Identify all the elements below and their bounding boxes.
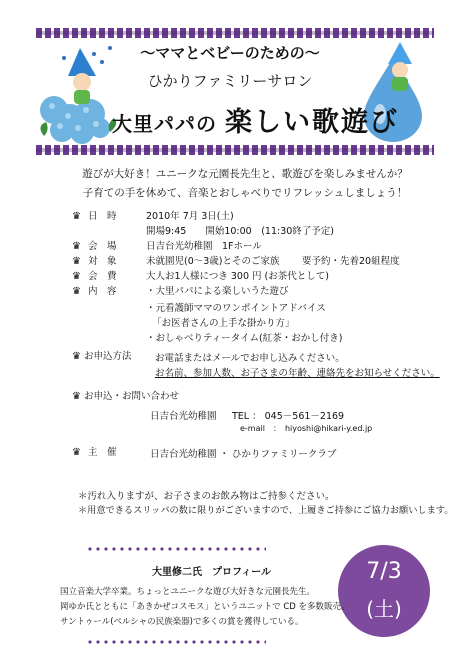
badge-day: (土) (366, 597, 402, 621)
event-title (112, 100, 399, 139)
note-2: ＊用意できるスリッパの数に限りがございますので、上履きご持参にご協力お願いします。 (78, 505, 454, 516)
content-item-3: 「お医者さんの上手な掛かり方」 (152, 318, 295, 329)
detail-row-target: ♛ 対 象 未就園児(0～3歳)とそのご家族 要予約・先着20組程度 (72, 256, 400, 267)
intro-text (60, 165, 430, 203)
detail-row-fee: ♛ 会 費 大人お1人様につき 300 円 (お茶代として) (72, 271, 329, 282)
intro-line-2: 子育ての手を休めて、音楽とおしゃべりでリフレッシュしましょう！ (82, 187, 408, 199)
time-value: 開場9:45 開始10:00 (11:30終了予定) (146, 226, 335, 237)
detail-row-place: ♛ 会 場 日吉台光幼稚園 1Fホール (72, 241, 262, 252)
crown-bullet-icon: ♛ (72, 241, 81, 252)
dotted-divider-lower (86, 640, 266, 644)
target-note: 要予約・先着20組程度 (302, 256, 400, 267)
contact-email: e-mail ： hiyoshi@hikari-y.ed.jp (240, 424, 373, 433)
detail-row-date: ♛ 日 時 2010年 7月 3日(土) (72, 211, 234, 222)
crown-bullet-icon: ♛ (72, 286, 81, 297)
event-title-main: 楽しい歌遊び (224, 107, 399, 138)
crown-bullet-icon: ♛ (72, 256, 81, 267)
apply-line-1: お電話またはメールでお申し込みください。 (155, 353, 345, 364)
crown-bullet-icon: ♛ (72, 391, 81, 402)
content-item-4: ・おしゃべりティータイム(紅茶・おかし付き) (146, 333, 343, 344)
fee-value: 大人お1人様につき 300 円 (お茶代として) (146, 271, 329, 282)
date-badge (338, 545, 430, 637)
detail-row-contact: ♛ お申込・お問い合わせ (72, 391, 180, 402)
content-item-1: ・大里パパによる楽しいうた遊び (146, 286, 289, 297)
top-border (36, 28, 434, 38)
divider-border (36, 145, 434, 155)
target-value: 未就園児(0～3歳)とそのご家族 (146, 256, 280, 267)
profile-line-3: サントゥール(ペルシャの民族楽器)で多くの賞を獲得している。 (60, 617, 304, 627)
badge-date: 7/3 (366, 559, 402, 584)
intro-line-1: 遊びが大好き！ユニークな元園長先生と、歌遊びを楽しみませんか？ (82, 168, 408, 180)
event-title-prefix: 大里パパの (112, 112, 217, 136)
contact-org: 日吉台光幼稚園 (150, 411, 217, 422)
detail-row-apply: ♛ お申込方法 (72, 351, 132, 362)
crown-bullet-icon: ♛ (72, 211, 81, 222)
place-value: 日吉台光幼稚園 1Fホール (146, 241, 262, 252)
subtitle-mama-baby: ～ママとベビーのための～ (140, 44, 320, 62)
note-1: ＊汚れ入りますが、お子さまのお飲み物はご持参ください。 (78, 491, 335, 502)
host-value: 日吉台光幼稚園 ・ ひかりファミリークラブ (150, 449, 337, 460)
content-item-2: ・元看護師ママのワンポイントアドバイス (146, 303, 326, 314)
detail-row-host: ♛ 主 催 (72, 447, 117, 458)
apply-line-2: お名前、参加人数、お子さまの年齢、連絡先をお知らせください。 (155, 368, 440, 379)
profile-line-2: 岡ゆか氏とともに「あきかぜコスモス」というユニットで CD を多数販売。 (60, 602, 350, 612)
contact-tel: TEL ： 045－561－2169 (232, 411, 345, 422)
crown-bullet-icon: ♛ (72, 271, 81, 282)
date-value: 2010年 7月 3日(土) (146, 211, 234, 222)
crown-bullet-icon: ♛ (72, 447, 81, 458)
detail-row-content: ♛ 内 容 ・大里パパによる楽しいうた遊び (72, 286, 289, 297)
profile-line-1: 国立音楽大学卒業。ちょっとユニークな遊び大好きな元園長先生。 (60, 587, 316, 597)
crown-bullet-icon: ♛ (72, 351, 81, 362)
salon-name: ひかりファミリーサロン (147, 72, 313, 90)
dotted-divider-upper (86, 547, 266, 551)
profile-heading: 大里修二氏 プロフィール (152, 567, 271, 578)
